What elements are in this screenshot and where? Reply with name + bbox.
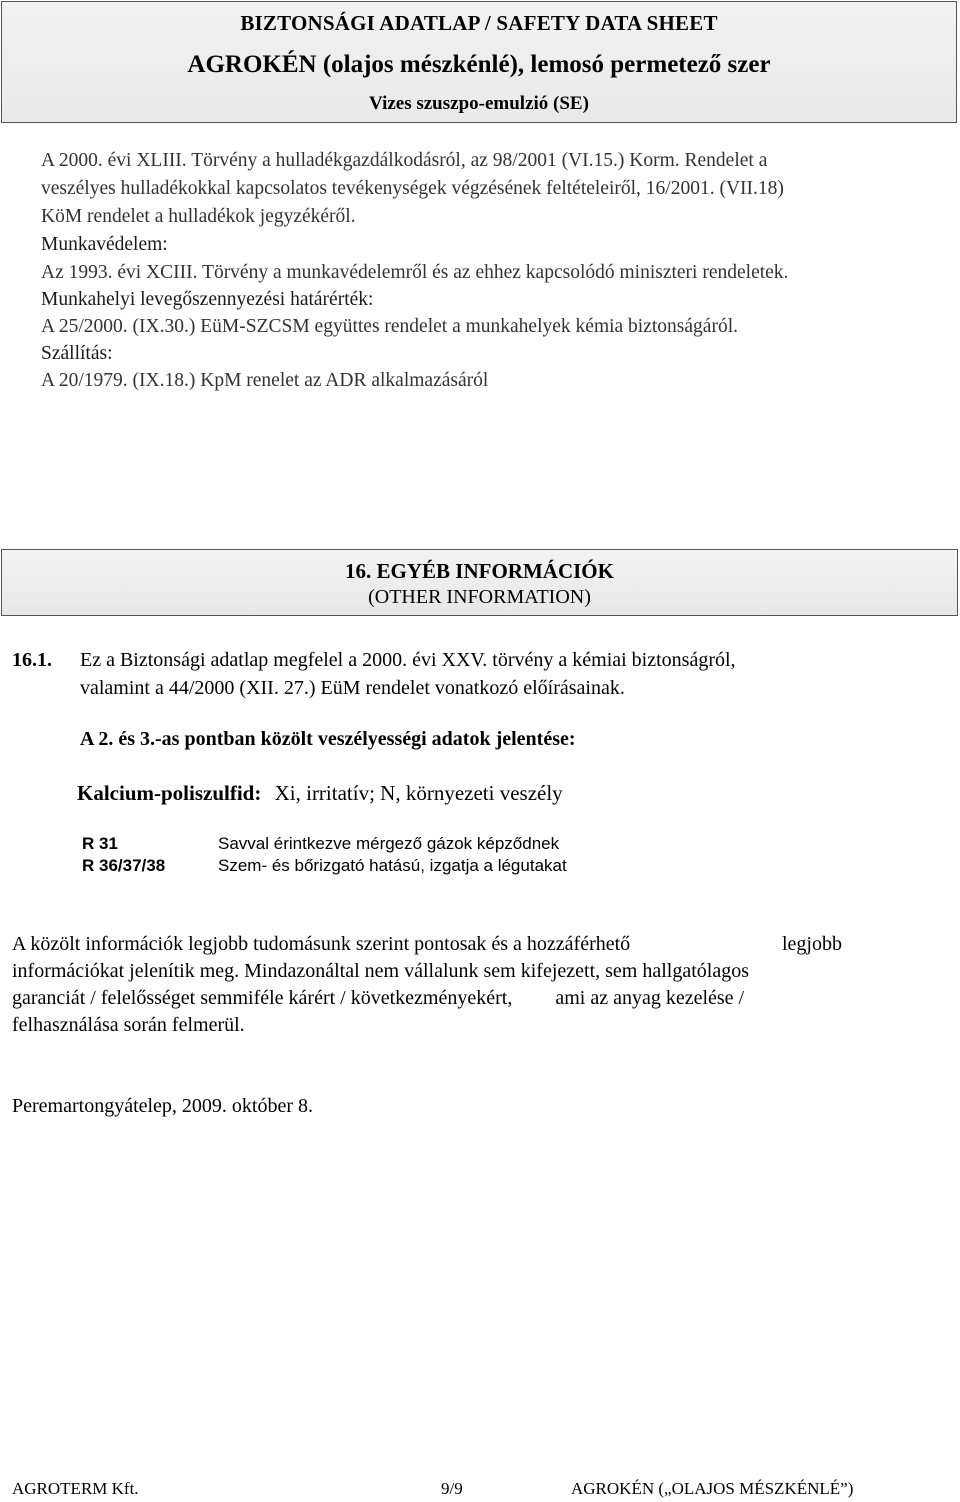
sheet-title: BIZTONSÁGI ADATLAP / SAFETY DATA SHEET [240, 11, 718, 35]
formulation-type: Vizes szuszpo-emulzió (SE) [369, 93, 589, 114]
transport-text: A 20/1979. (IX.18.) KpM renelet az ADR alkalmazásáról [41, 370, 489, 391]
substance-row [77, 781, 563, 806]
product-name: AGROKÉN (olajos mészkénlé), lemosó permetező szer [187, 51, 771, 78]
item-number: 16.1. [12, 649, 52, 671]
hazard-heading: A 2. és 3.-as pontban közölt veszélyességi adatok jelentése: [80, 728, 576, 750]
footer-company: AGROTERM Kft. [12, 1479, 139, 1498]
r-phrase-code: R 31 [82, 834, 118, 853]
section-16-title: 16. EGYÉB INFORMÁCIÓK [345, 559, 614, 583]
waste-regulation-line-2: veszélyes hulladékokkal kapcsolatos tevékenységek végzésének feltételeiről, 16/2001. (VII.18) [41, 178, 784, 199]
r-phrase-text: Savval érintkezve mérgező gázok képződnek [218, 834, 560, 853]
footer-product: AGROKÉN („OLAJOS MÉSZKÉNLÉ”) [571, 1479, 854, 1498]
disclaimer-line-1-a: A közölt információk legjobb tudomásunk szerint pontosak és a hozzáférhető [12, 933, 631, 955]
disclaimer-line-4: felhasználása során felmerül. [12, 1014, 245, 1036]
section-16-header [1, 549, 958, 616]
section-16-subtitle: (OTHER INFORMATION) [368, 586, 591, 608]
disclaimer-line-3 [12, 987, 744, 1010]
disclaimer-line-1-b: legjobb [782, 933, 842, 955]
waste-regulation-line-1: A 2000. évi XLIII. Törvény a hulladékgazdálkodásról, az 98/2001 (VI.15.) Korm. Rendelet a [41, 150, 768, 171]
disclaimer-line-1 [12, 933, 842, 956]
r-phrase-text: Szem- és bőrizgató hatású, izgatja a légutakat [218, 856, 567, 875]
item-text-line-2: valamint a 44/2000 (XII. 27.) EüM rendelet vonatkozó előírásainak. [80, 677, 625, 699]
work-safety-label: Munkavédelem: [41, 234, 168, 255]
disclaimer-line-2: információkat jelenítik meg. Mindazonáltal nem vállalunk sem kifejezett, sem hallgatólagos [12, 960, 749, 982]
footer-page-number: 9/9 [441, 1479, 463, 1498]
item-text-line-1: Ez a Biztonsági adatlap megfelel a 2000. évi XXV. törvény a kémiai biztonságról, [80, 649, 736, 671]
air-limit-label: Munkahelyi levegőszennyezési határérték: [41, 289, 374, 310]
disclaimer-line-3-a: garanciát / felelősséget semmiféle kárért / következményekért, [12, 987, 513, 1009]
disclaimer-line-3-b: ami az anyag kezelése / [555, 987, 745, 1009]
transport-label: Szállítás: [41, 343, 113, 364]
air-limit-text: A 25/2000. (IX.30.) EüM-SZCSM együttes rendelet a munkahelyek kémia biztonságáról. [41, 316, 738, 337]
work-safety-text: Az 1993. évi XCIII. Törvény a munkavédelemről és az ehhez kapcsolódó miniszteri rendeletek. [41, 262, 789, 283]
waste-regulation-line-3: KöM rendelet a hulladékok jegyzékéről. [41, 206, 356, 227]
document-header [1, 1, 957, 123]
substance-name: Kalcium-poliszulfid: [77, 781, 262, 805]
substance-classification: Xi, irritatív; N, környezeti veszély [274, 781, 563, 805]
r-phrase-code: R 36/37/38 [82, 856, 166, 875]
place-and-date: Peremartongyátelep, 2009. október 8. [12, 1095, 314, 1117]
